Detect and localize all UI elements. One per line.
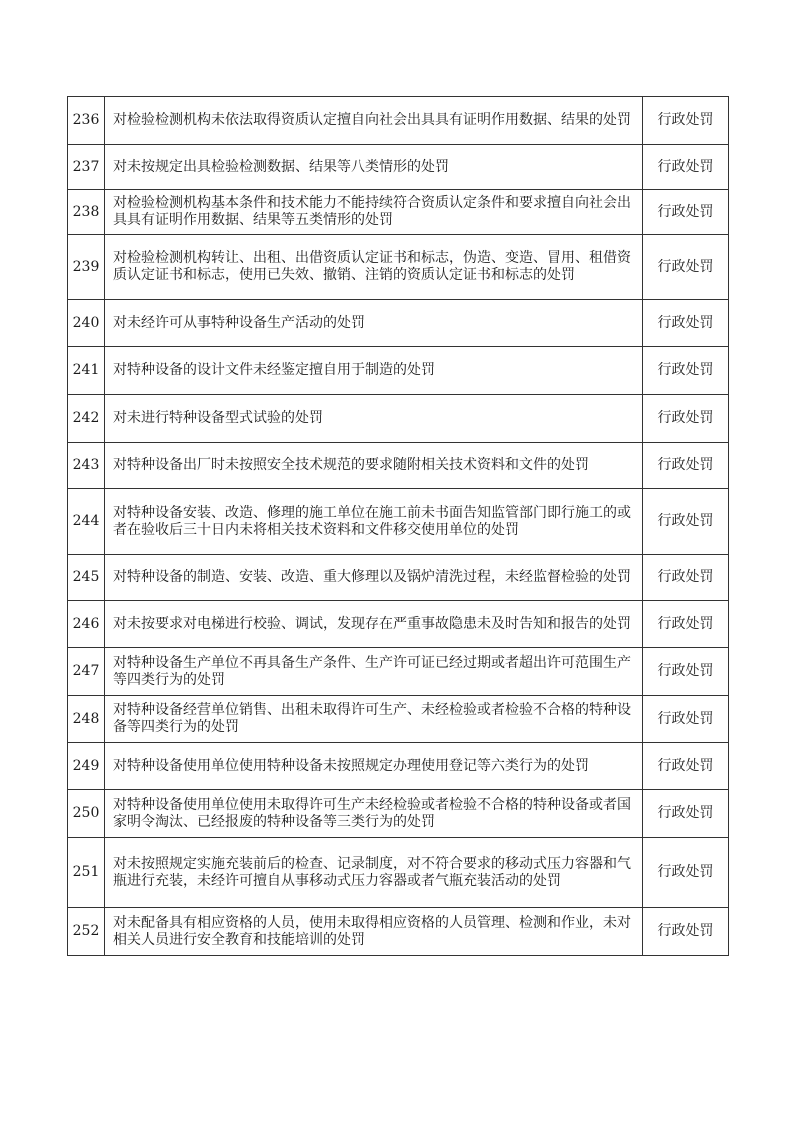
table-row [68,145,729,190]
row-number: 246 [68,601,105,648]
row-number: 239 [68,235,105,300]
table-body [68,97,729,956]
item-name: 对未按规定出具检验检测数据、结果等八类情形的处罚 [105,145,643,190]
item-type: 行政处罚 [643,555,729,601]
item-name: 对未配备具有相应资格的人员，使用未取得相应资格的人员管理、检测和作业，未对相关人员进行安全教育和技能培训的处罚 [105,908,643,956]
table-row [68,908,729,956]
item-name: 对检验检测机构转让、出租、出借资质认定证书和标志，伪造、变造、冒用、租借资质认定证书和标志，使用已失效、撤销、注销的资质认定证书和标志的处罚 [105,235,643,300]
item-type: 行政处罚 [643,790,729,838]
row-number: 241 [68,347,105,395]
row-number: 237 [68,145,105,190]
table-row [68,555,729,601]
table-row [68,601,729,648]
table-row [68,395,729,443]
item-name: 对未经许可从事特种设备生产活动的处罚 [105,300,643,347]
item-name: 对特种设备经营单位销售、出租未取得许可生产、未经检验或者检验不合格的特种设备等四类行为的处罚 [105,696,643,743]
row-number: 242 [68,395,105,443]
item-type: 行政处罚 [643,908,729,956]
row-number: 251 [68,838,105,908]
item-name: 对检验检测机构未依法取得资质认定擅自向社会出具具有证明作用数据、结果的处罚 [105,97,643,145]
row-number: 238 [68,190,105,235]
item-type: 行政处罚 [643,489,729,555]
row-number: 240 [68,300,105,347]
row-number: 244 [68,489,105,555]
table-row [68,489,729,555]
item-name: 对未进行特种设备型式试验的处罚 [105,395,643,443]
table-row [68,696,729,743]
item-type: 行政处罚 [643,145,729,190]
item-name: 对特种设备的设计文件未经鉴定擅自用于制造的处罚 [105,347,643,395]
row-number: 236 [68,97,105,145]
row-number: 249 [68,743,105,790]
item-name: 对未按要求对电梯进行校验、调试，发现存在严重事故隐患未及时告知和报告的处罚 [105,601,643,648]
item-name: 对特种设备使用单位使用未取得许可生产未经检验或者检验不合格的特种设备或者国家明令淘汰、已经报废的特种设备等三类行为的处罚 [105,790,643,838]
table-row [68,190,729,235]
item-name: 对特种设备出厂时未按照安全技术规范的要求随附相关技术资料和文件的处罚 [105,443,643,489]
item-type: 行政处罚 [643,443,729,489]
table-row [68,790,729,838]
row-number: 245 [68,555,105,601]
item-type: 行政处罚 [643,235,729,300]
table-row [68,97,729,145]
item-type: 行政处罚 [643,395,729,443]
item-type: 行政处罚 [643,743,729,790]
row-number: 248 [68,696,105,743]
item-name: 对特种设备生产单位不再具备生产条件、生产许可证已经过期或者超出许可范围生产等四类行为的处罚 [105,648,643,696]
table-row [68,300,729,347]
item-name: 对特种设备的制造、安装、改造、重大修理以及锅炉清洗过程，未经监督检验的处罚 [105,555,643,601]
row-number: 247 [68,648,105,696]
item-type: 行政处罚 [643,648,729,696]
row-number: 250 [68,790,105,838]
item-type: 行政处罚 [643,347,729,395]
table-row [68,235,729,300]
item-type: 行政处罚 [643,97,729,145]
table-row [68,743,729,790]
item-type: 行政处罚 [643,601,729,648]
item-name: 对特种设备使用单位使用特种设备未按照规定办理使用登记等六类行为的处罚 [105,743,643,790]
item-type: 行政处罚 [643,190,729,235]
item-type: 行政处罚 [643,838,729,908]
item-name: 对检验检测机构基本条件和技术能力不能持续符合资质认定条件和要求擅自向社会出具具有证明作用数据、结果等五类情形的处罚 [105,190,643,235]
table-row [68,648,729,696]
item-name: 对未按照规定实施充装前后的检查、记录制度，对不符合要求的移动式压力容器和气瓶进行充装，未经许可擅自从事移动式压力容器或者气瓶充装活动的处罚 [105,838,643,908]
item-type: 行政处罚 [643,696,729,743]
row-number: 243 [68,443,105,489]
item-type: 行政处罚 [643,300,729,347]
row-number: 252 [68,908,105,956]
penalty-items-table [67,96,729,956]
item-name: 对特种设备安装、改造、修理的施工单位在施工前未书面告知监管部门即行施工的或者在验收后三十日内未将相关技术资料和文件移交使用单位的处罚 [105,489,643,555]
table-row [68,443,729,489]
table-row [68,838,729,908]
table-row [68,347,729,395]
